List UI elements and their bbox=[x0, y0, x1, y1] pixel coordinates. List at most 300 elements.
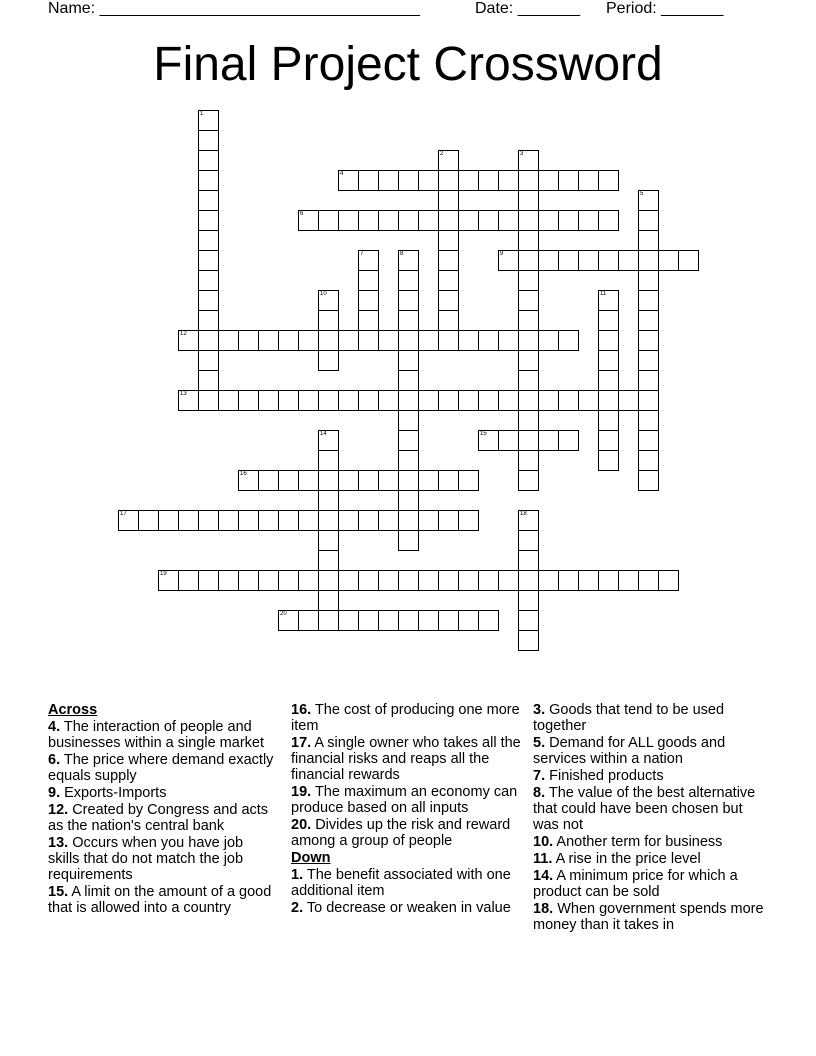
grid-cell[interactable] bbox=[139, 510, 159, 531]
grid-cell[interactable] bbox=[518, 551, 539, 571]
grid-cell[interactable] bbox=[279, 510, 299, 531]
grid-cell[interactable] bbox=[358, 271, 379, 291]
grid-cell[interactable] bbox=[359, 210, 379, 231]
grid-cell[interactable] bbox=[359, 390, 379, 411]
grid-cell[interactable] bbox=[638, 331, 659, 351]
grid-cell[interactable] bbox=[459, 470, 479, 491]
grid-cell[interactable] bbox=[419, 570, 439, 591]
grid-cell[interactable] bbox=[459, 510, 479, 531]
grid-cell[interactable] bbox=[579, 210, 599, 231]
grid-cell[interactable] bbox=[319, 210, 339, 231]
grid-cell[interactable] bbox=[598, 431, 619, 451]
grid-cell[interactable] bbox=[118, 510, 139, 531]
grid-cell[interactable] bbox=[318, 351, 339, 371]
grid-cell[interactable] bbox=[438, 231, 459, 251]
clue-item bbox=[533, 851, 768, 867]
grid-cell[interactable] bbox=[438, 291, 459, 311]
grid-cell[interactable] bbox=[639, 391, 659, 411]
clue-item-number: 6. bbox=[48, 752, 61, 768]
clue-item bbox=[291, 702, 523, 734]
grid-cell[interactable] bbox=[358, 291, 379, 311]
grid-cell[interactable] bbox=[479, 570, 499, 591]
grid-cell[interactable] bbox=[198, 171, 219, 191]
grid-cell[interactable] bbox=[199, 570, 219, 591]
grid-cell[interactable] bbox=[319, 390, 339, 411]
clue-item-text: Occurs when you have job skills that do not match the job requirements bbox=[48, 835, 244, 883]
clue-item bbox=[291, 735, 523, 783]
grid-cell[interactable] bbox=[579, 170, 599, 191]
grid-cell[interactable] bbox=[459, 390, 479, 411]
grid-cell[interactable] bbox=[339, 610, 359, 631]
grid-cell[interactable] bbox=[219, 390, 239, 411]
clues-column-1 bbox=[48, 702, 278, 917]
grid-cell[interactable] bbox=[339, 210, 359, 231]
grid-cell[interactable] bbox=[499, 390, 519, 411]
clue-item bbox=[533, 834, 768, 850]
grid-cell[interactable] bbox=[278, 610, 299, 631]
grid-cell[interactable] bbox=[318, 491, 339, 511]
clue-number: 9 bbox=[500, 251, 504, 257]
clue-item bbox=[48, 802, 278, 834]
grid-cell[interactable] bbox=[318, 290, 339, 311]
clue-number: 20 bbox=[280, 611, 287, 617]
grid-cell[interactable] bbox=[638, 351, 659, 371]
name-field[interactable]: Name: ____________________________________ bbox=[48, 0, 420, 17]
grid-cell[interactable] bbox=[398, 491, 419, 511]
grid-cell[interactable] bbox=[579, 570, 599, 591]
grid-cell[interactable] bbox=[599, 391, 619, 411]
grid-cell[interactable] bbox=[179, 570, 199, 591]
grid-cell[interactable] bbox=[279, 470, 299, 491]
grid-cell[interactable] bbox=[679, 250, 699, 271]
grid-cell[interactable] bbox=[638, 291, 659, 311]
grid-cell[interactable] bbox=[459, 210, 479, 231]
grid-cell[interactable] bbox=[178, 330, 199, 351]
clue-item-number: 8. bbox=[533, 785, 546, 801]
grid-cell[interactable] bbox=[479, 330, 499, 351]
grid-cell[interactable] bbox=[339, 470, 359, 491]
grid-cell[interactable] bbox=[419, 210, 439, 231]
grid-cell[interactable] bbox=[439, 470, 459, 491]
clue-item-text: The cost of producing one more item bbox=[291, 702, 520, 734]
clue-item-number: 11. bbox=[533, 851, 553, 867]
grid-cell[interactable] bbox=[398, 411, 419, 431]
grid-cell[interactable] bbox=[619, 390, 639, 411]
grid-cell[interactable] bbox=[219, 570, 239, 591]
grid-cell[interactable] bbox=[579, 390, 599, 411]
grid-cell[interactable] bbox=[338, 170, 359, 191]
grid-cell[interactable] bbox=[318, 451, 339, 471]
clue-item-number: 14. bbox=[533, 868, 554, 884]
clue-item-text: The interaction of people and businesses within a single market bbox=[48, 719, 264, 751]
clue-item bbox=[533, 868, 768, 900]
grid-cell[interactable] bbox=[518, 371, 539, 391]
grid-cell[interactable] bbox=[598, 351, 619, 371]
grid-cell[interactable] bbox=[198, 151, 219, 171]
grid-cell[interactable] bbox=[519, 431, 539, 451]
grid-cell[interactable] bbox=[518, 231, 539, 251]
grid-cell[interactable] bbox=[299, 470, 319, 491]
grid-cell[interactable] bbox=[299, 570, 319, 591]
grid-cell[interactable] bbox=[479, 210, 499, 231]
grid-cell[interactable] bbox=[619, 250, 639, 271]
grid-cell[interactable] bbox=[379, 330, 399, 351]
grid-cell[interactable] bbox=[519, 571, 539, 591]
clue-number: 19 bbox=[160, 571, 167, 577]
grid-cell[interactable] bbox=[559, 390, 579, 411]
grid-cell[interactable] bbox=[518, 451, 539, 471]
grid-cell[interactable] bbox=[198, 191, 219, 211]
grid-cell[interactable] bbox=[239, 330, 259, 351]
grid-cell[interactable] bbox=[438, 251, 459, 271]
clue-item bbox=[48, 785, 278, 801]
grid-cell[interactable] bbox=[339, 510, 359, 531]
grid-cell[interactable] bbox=[638, 431, 659, 451]
grid-cell[interactable] bbox=[499, 430, 519, 451]
clue-item-text: The maximum an economy can produce based on all inputs bbox=[291, 784, 518, 816]
grid-cell[interactable] bbox=[179, 510, 199, 531]
grid-cell[interactable] bbox=[239, 510, 259, 531]
grid-cell[interactable] bbox=[438, 191, 459, 211]
grid-cell[interactable] bbox=[438, 150, 459, 171]
grid-cell[interactable] bbox=[379, 210, 399, 231]
grid-cell[interactable] bbox=[318, 430, 339, 451]
grid-cell[interactable] bbox=[499, 570, 519, 591]
grid-cell[interactable] bbox=[299, 330, 319, 351]
grid-cell[interactable] bbox=[539, 250, 559, 271]
clue-item-number: 17. bbox=[291, 735, 312, 751]
grid-cell[interactable] bbox=[439, 390, 459, 411]
grid-cell[interactable] bbox=[478, 430, 499, 451]
grid-cell[interactable] bbox=[599, 210, 619, 231]
grid-cell[interactable] bbox=[519, 391, 539, 411]
grid-cell[interactable] bbox=[279, 570, 299, 591]
grid-cell[interactable] bbox=[559, 210, 579, 231]
grid-cell[interactable] bbox=[479, 390, 499, 411]
clue-number: 15 bbox=[480, 431, 487, 437]
grid-cell[interactable] bbox=[638, 211, 659, 231]
clue-number: 7 bbox=[360, 251, 364, 257]
grid-cell[interactable] bbox=[599, 570, 619, 591]
grid-cell[interactable] bbox=[178, 390, 199, 411]
clue-item-number: 2. bbox=[291, 900, 304, 916]
grid-cell[interactable] bbox=[638, 471, 659, 491]
clue-item bbox=[533, 735, 768, 767]
clue-number: 8 bbox=[400, 251, 404, 257]
grid-cell[interactable] bbox=[559, 250, 579, 271]
grid-cell[interactable] bbox=[598, 451, 619, 471]
grid-cell[interactable] bbox=[398, 351, 419, 371]
grid-cell[interactable] bbox=[198, 211, 219, 231]
clues-column-3 bbox=[533, 702, 768, 934]
grid-cell[interactable] bbox=[419, 170, 439, 191]
clue-item-number: 4. bbox=[48, 719, 61, 735]
grid-cell[interactable] bbox=[539, 390, 559, 411]
grid-cell[interactable] bbox=[319, 571, 339, 591]
grid-cell[interactable] bbox=[399, 391, 419, 411]
grid-cell[interactable] bbox=[459, 570, 479, 591]
grid-cell[interactable] bbox=[198, 351, 219, 371]
clue-item bbox=[48, 835, 278, 883]
grid-cell[interactable] bbox=[439, 610, 459, 631]
grid-cell[interactable] bbox=[358, 311, 379, 331]
grid-cell[interactable] bbox=[299, 610, 319, 631]
grid-cell[interactable] bbox=[359, 510, 379, 531]
clue-item-number: 7. bbox=[533, 768, 546, 784]
clue-item-number: 3. bbox=[533, 702, 546, 718]
grid-cell[interactable] bbox=[199, 510, 219, 531]
grid-cell[interactable] bbox=[238, 470, 259, 491]
grid-cell[interactable] bbox=[379, 570, 399, 591]
grid-cell[interactable] bbox=[638, 190, 659, 211]
grid-cell[interactable] bbox=[299, 510, 319, 531]
clue-number: 12 bbox=[180, 331, 187, 337]
clue-item-text: The value of the best alternative that could have been chosen but was not bbox=[533, 785, 756, 833]
grid-cell[interactable] bbox=[439, 171, 459, 191]
grid-cell[interactable] bbox=[539, 170, 559, 191]
grid-cell[interactable] bbox=[398, 451, 419, 471]
grid-cell[interactable] bbox=[379, 610, 399, 631]
grid-cell[interactable] bbox=[198, 131, 219, 151]
grid-cell[interactable] bbox=[479, 610, 499, 631]
grid-cell[interactable] bbox=[318, 591, 339, 611]
grid-cell[interactable] bbox=[419, 610, 439, 631]
grid-cell[interactable] bbox=[319, 471, 339, 491]
grid-cell[interactable] bbox=[339, 330, 359, 351]
clue-number: 11 bbox=[600, 291, 607, 297]
grid-cell[interactable] bbox=[398, 271, 419, 291]
grid-cell[interactable] bbox=[519, 251, 539, 271]
grid-cell[interactable] bbox=[499, 170, 519, 191]
grid-cell[interactable] bbox=[638, 271, 659, 291]
grid-cell[interactable] bbox=[259, 510, 279, 531]
grid-cell[interactable] bbox=[539, 330, 559, 351]
grid-cell[interactable] bbox=[319, 331, 339, 351]
clue-number: 5 bbox=[640, 191, 644, 197]
grid-cell[interactable] bbox=[319, 611, 339, 631]
grid-cell[interactable] bbox=[399, 331, 419, 351]
grid-cell[interactable] bbox=[518, 351, 539, 371]
grid-cell[interactable] bbox=[518, 591, 539, 611]
grid-cell[interactable] bbox=[399, 210, 419, 231]
grid-cell[interactable] bbox=[439, 510, 459, 531]
clue-item-text: A single owner who takes all the financial risks and reaps all the financial rewards bbox=[291, 735, 521, 783]
grid-cell[interactable] bbox=[518, 510, 539, 531]
grid-cell[interactable] bbox=[519, 171, 539, 191]
grid-cell[interactable] bbox=[279, 330, 299, 351]
grid-cell[interactable] bbox=[599, 250, 619, 271]
clue-item-number: 1. bbox=[291, 867, 304, 883]
clue-number: 17 bbox=[120, 511, 127, 517]
grid-cell[interactable] bbox=[219, 330, 239, 351]
grid-cell[interactable] bbox=[598, 371, 619, 391]
grid-cell[interactable] bbox=[158, 570, 179, 591]
grid-cell[interactable] bbox=[598, 331, 619, 351]
clue-number: 1 bbox=[200, 111, 204, 117]
grid-cell[interactable] bbox=[318, 311, 339, 331]
page-title: Final Project Crossword bbox=[153, 38, 663, 91]
grid-cell[interactable] bbox=[559, 430, 579, 451]
grid-cell[interactable] bbox=[638, 231, 659, 251]
grid-cell[interactable] bbox=[399, 471, 419, 491]
grid-cell[interactable] bbox=[399, 570, 419, 591]
grid-cell[interactable] bbox=[438, 311, 459, 331]
grid-cell[interactable] bbox=[319, 511, 339, 531]
grid-cell[interactable] bbox=[498, 250, 519, 271]
grid-cell[interactable] bbox=[219, 510, 239, 531]
grid-cell[interactable] bbox=[339, 390, 359, 411]
grid-cell[interactable] bbox=[199, 331, 219, 351]
grid-cell[interactable] bbox=[638, 411, 659, 431]
grid-cell[interactable] bbox=[439, 211, 459, 231]
grid-cell[interactable] bbox=[198, 251, 219, 271]
grid-cell[interactable] bbox=[479, 170, 499, 191]
clue-item-text: A rise in the price level bbox=[555, 851, 701, 867]
grid-cell[interactable] bbox=[519, 211, 539, 231]
clue-item-number: 10. bbox=[533, 834, 554, 850]
grid-cell[interactable] bbox=[459, 610, 479, 631]
grid-cell[interactable] bbox=[659, 570, 679, 591]
grid-cell[interactable] bbox=[259, 470, 279, 491]
grid-cell[interactable] bbox=[659, 250, 679, 271]
grid-cell[interactable] bbox=[638, 311, 659, 331]
clue-section-heading: Across bbox=[48, 702, 98, 718]
grid-cell[interactable] bbox=[259, 330, 279, 351]
grid-cell[interactable] bbox=[279, 390, 299, 411]
grid-cell[interactable] bbox=[518, 631, 539, 651]
clue-number: 4 bbox=[340, 171, 344, 177]
grid-cell[interactable] bbox=[198, 291, 219, 311]
grid-cell[interactable] bbox=[518, 471, 539, 491]
grid-cell[interactable] bbox=[239, 390, 259, 411]
grid-cell[interactable] bbox=[559, 570, 579, 591]
grid-cell[interactable] bbox=[639, 251, 659, 271]
grid-cell[interactable] bbox=[398, 431, 419, 451]
clue-item bbox=[48, 884, 278, 916]
grid-cell[interactable] bbox=[419, 390, 439, 411]
grid-cell[interactable] bbox=[518, 611, 539, 631]
grid-cell[interactable] bbox=[559, 170, 579, 191]
grid-cell[interactable] bbox=[579, 250, 599, 271]
grid-cell[interactable] bbox=[359, 610, 379, 631]
grid-cell[interactable] bbox=[439, 570, 459, 591]
grid-cell[interactable] bbox=[359, 170, 379, 191]
grid-cell[interactable] bbox=[359, 570, 379, 591]
grid-cell[interactable] bbox=[199, 391, 219, 411]
grid-cell[interactable] bbox=[359, 470, 379, 491]
grid-cell[interactable] bbox=[299, 390, 319, 411]
grid-cell[interactable] bbox=[198, 231, 219, 251]
grid-cell[interactable] bbox=[399, 170, 419, 191]
grid-cell[interactable] bbox=[298, 210, 319, 231]
clue-item bbox=[533, 768, 768, 784]
grid-cell[interactable] bbox=[518, 311, 539, 331]
grid-cell[interactable] bbox=[398, 531, 419, 551]
grid-cell[interactable] bbox=[459, 170, 479, 191]
grid-cell[interactable] bbox=[519, 331, 539, 351]
grid-cell[interactable] bbox=[598, 290, 619, 311]
grid-cell[interactable] bbox=[398, 311, 419, 331]
grid-cell[interactable] bbox=[399, 610, 419, 631]
clue-number: 3 bbox=[520, 151, 524, 157]
clue-item-text: The price where demand exactly equals supply bbox=[48, 752, 274, 784]
grid-cell[interactable] bbox=[559, 330, 579, 351]
grid-cell[interactable] bbox=[359, 331, 379, 351]
grid-cell[interactable] bbox=[198, 271, 219, 291]
grid-cell[interactable] bbox=[379, 510, 399, 531]
grid-cell[interactable] bbox=[339, 570, 359, 591]
grid-cell[interactable] bbox=[399, 511, 419, 531]
grid-cell[interactable] bbox=[398, 371, 419, 391]
grid-cell[interactable] bbox=[398, 291, 419, 311]
grid-cell[interactable] bbox=[438, 271, 459, 291]
grid-cell[interactable] bbox=[518, 411, 539, 431]
grid-cell[interactable] bbox=[419, 470, 439, 491]
grid-cell[interactable] bbox=[518, 150, 539, 171]
grid-cell[interactable] bbox=[259, 390, 279, 411]
grid-cell[interactable] bbox=[239, 570, 259, 591]
grid-cell[interactable] bbox=[638, 371, 659, 391]
grid-cell[interactable] bbox=[599, 170, 619, 191]
clue-item bbox=[533, 901, 768, 933]
grid-cell[interactable] bbox=[539, 570, 559, 591]
grid-cell[interactable] bbox=[518, 191, 539, 211]
clue-item-text: Created by Congress and acts as the nation's central bank bbox=[48, 802, 269, 834]
grid-cell[interactable] bbox=[419, 510, 439, 531]
date-field[interactable]: Date: _______ bbox=[475, 0, 580, 17]
clue-item-text: Demand for ALL goods and services within a nation bbox=[533, 735, 726, 767]
grid-cell[interactable] bbox=[159, 510, 179, 531]
grid-cell[interactable] bbox=[499, 210, 519, 231]
grid-cell[interactable] bbox=[379, 470, 399, 491]
grid-cell[interactable] bbox=[638, 451, 659, 471]
clue-item-text: To decrease or weaken in value bbox=[306, 900, 511, 916]
grid-cell[interactable] bbox=[318, 531, 339, 551]
period-field[interactable]: Period: _______ bbox=[606, 0, 724, 17]
grid-cell[interactable] bbox=[598, 311, 619, 331]
clue-item-text: Exports-Imports bbox=[64, 785, 167, 801]
clue-number: 2 bbox=[440, 151, 444, 157]
grid-cell[interactable] bbox=[398, 250, 419, 271]
grid-cell[interactable] bbox=[518, 531, 539, 551]
grid-cell[interactable] bbox=[259, 570, 279, 591]
grid-cell[interactable] bbox=[439, 331, 459, 351]
clues-column-2 bbox=[291, 702, 523, 917]
grid-cell[interactable] bbox=[379, 170, 399, 191]
clue-item-text: A minimum price for which a product can be sold bbox=[533, 868, 738, 900]
grid-cell[interactable] bbox=[419, 330, 439, 351]
grid-cell[interactable] bbox=[459, 330, 479, 351]
grid-cell[interactable] bbox=[318, 551, 339, 571]
clue-item bbox=[291, 784, 523, 816]
grid-cell[interactable] bbox=[598, 411, 619, 431]
grid-cell[interactable] bbox=[539, 430, 559, 451]
grid-cell[interactable] bbox=[379, 390, 399, 411]
clue-number: 13 bbox=[180, 391, 187, 397]
grid-cell[interactable] bbox=[619, 570, 639, 591]
grid-cell[interactable] bbox=[198, 110, 219, 131]
grid-cell[interactable] bbox=[518, 291, 539, 311]
grid-cell[interactable] bbox=[358, 250, 379, 271]
clue-item-number: 16. bbox=[291, 702, 312, 718]
grid-cell[interactable] bbox=[198, 371, 219, 391]
grid-cell[interactable] bbox=[518, 271, 539, 291]
clue-item bbox=[291, 900, 523, 916]
grid-cell[interactable] bbox=[539, 210, 559, 231]
grid-cell[interactable] bbox=[198, 311, 219, 331]
grid-cell[interactable] bbox=[639, 570, 659, 591]
grid-cell[interactable] bbox=[499, 330, 519, 351]
